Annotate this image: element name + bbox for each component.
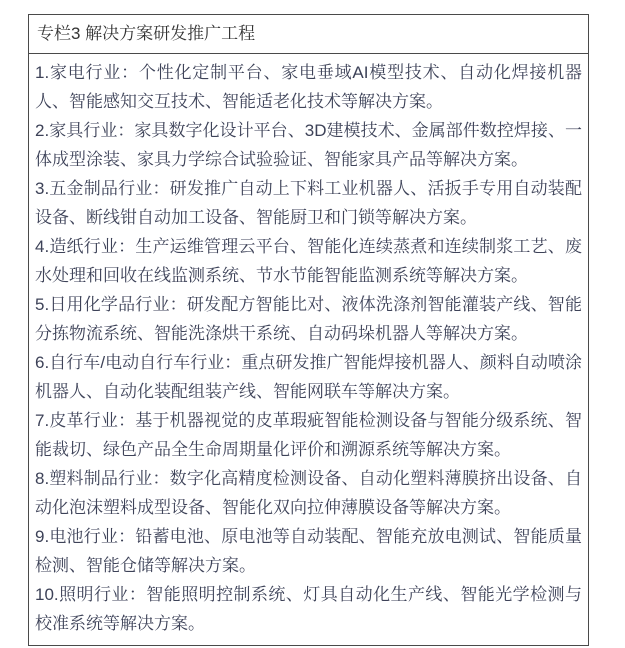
industry-item-furniture: 2.家具行业：家具数字化设计平台、3D建模技术、金属部件数控焊接、一体成型涂装、家具力学综合试验验证、智能家具产品等解决方案。 (35, 121, 582, 169)
industry-item-lighting: 10.照明行业：智能照明控制系统、灯具自动化生产线、智能光学检测与校准系统等解决方案。 (35, 585, 582, 633)
industry-item-leather: 7.皮革行业：基于机器视觉的皮革瑕疵智能检测设备与智能分级系统、智能裁切、绿色产品全生命周期量化评价和溯源系统等解决方案。 (35, 411, 582, 459)
industry-item-plastics: 8.塑料制品行业：数字化高精度检测设备、自动化塑料薄膜挤出设备、自动化泡沫塑料成型设备、智能化双向拉伸薄膜设备等解决方案。 (35, 469, 582, 517)
column-box (28, 14, 589, 646)
industry-item-hardware: 3.五金制品行业：研发推广自动上下料工业机器人、活扳手专用自动装配设备、断线钳自动加工设备、智能厨卫和门锁等解决方案。 (35, 179, 582, 227)
industry-item-battery: 9.电池行业：铅蓄电池、原电池等自动装配、智能充放电测试、智能质量检测、智能仓储等解决方案。 (35, 527, 582, 575)
industry-item-daily-chem: 5.日用化学品行业：研发配方智能比对、液体洗涤剂智能灌装产线、智能分拣物流系统、智能洗涤烘干系统、自动码垛机器人等解决方案。 (35, 295, 582, 343)
industry-item-bicycle: 6.自行车/电动自行车行业：重点研发推广智能焊接机器人、颜料自动喷涂机器人、自动化装配组装产线、智能网联车等解决方案。 (35, 353, 582, 401)
industry-item-appliance: 1.家电行业：个性化定制平台、家电垂域AI模型技术、自动化焊接机器人、智能感知交互技术、智能适老化技术等解决方案。 (35, 63, 582, 111)
box-body (29, 54, 588, 645)
industry-item-papermaking: 4.造纸行业：生产运维管理云平台、智能化连续蒸煮和连续制浆工艺、废水处理和回收在线监测系统、节水节能智能监测系统等解决方案。 (35, 237, 582, 285)
box-title: 专栏3 解决方案研发推广工程 (29, 15, 588, 54)
